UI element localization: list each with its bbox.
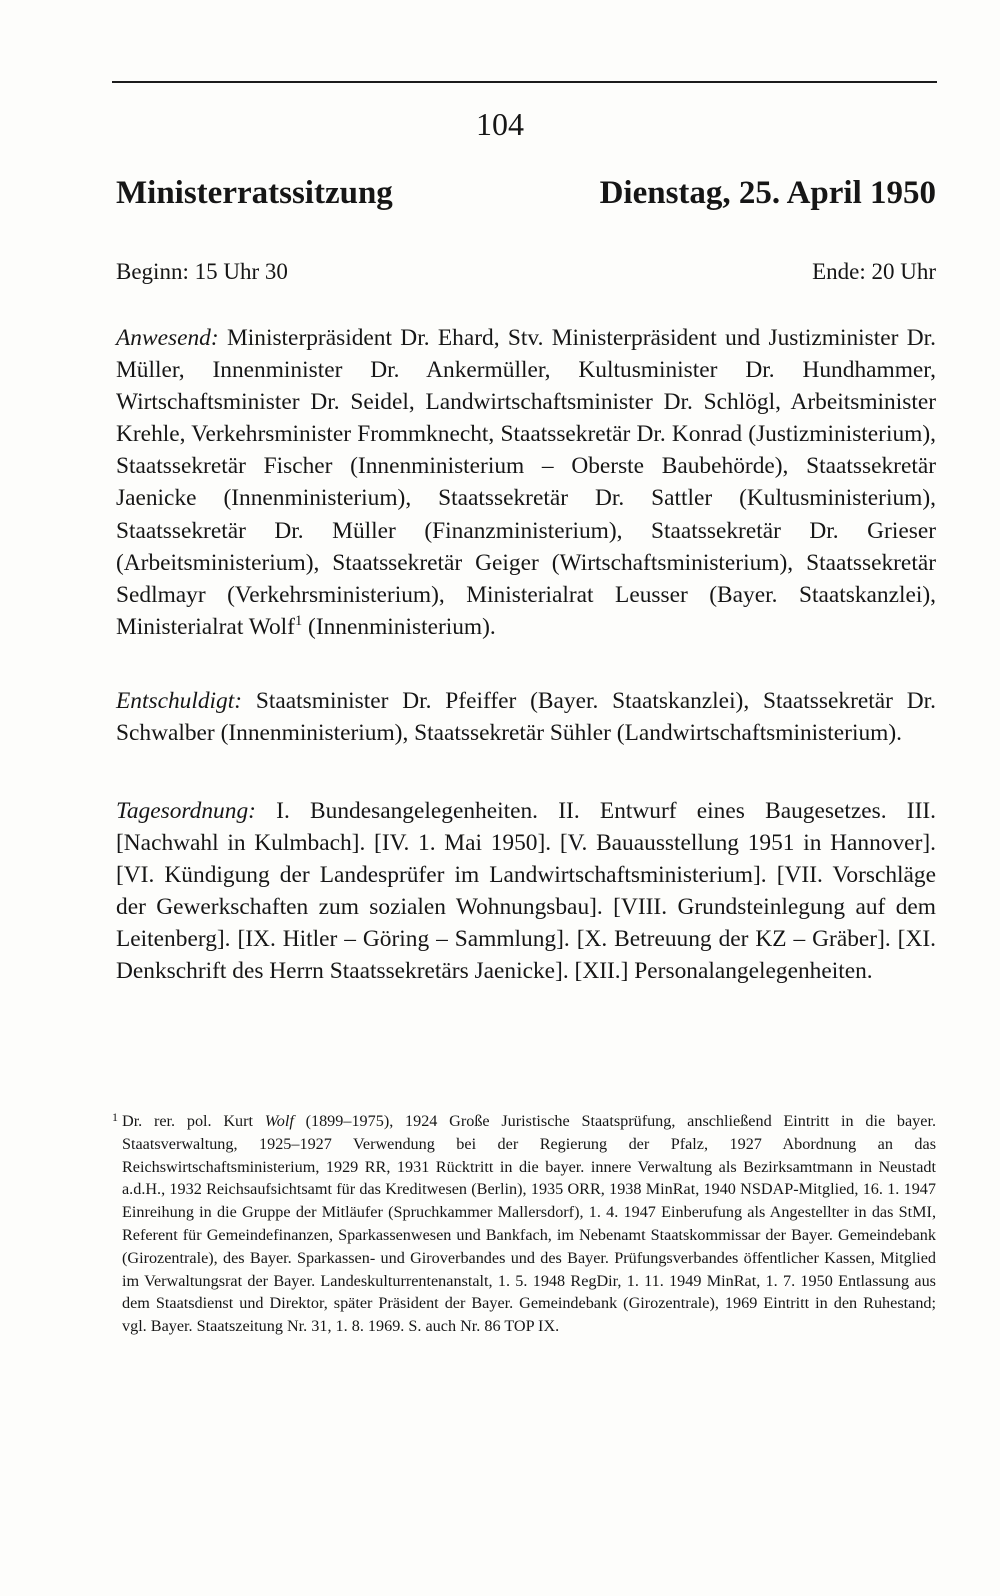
footnote-reference: 1 — [294, 613, 303, 630]
excused-label: Entschuldigt: — [116, 688, 243, 714]
attendees-text-end: (Innenministerium). — [302, 613, 496, 640]
end-time: Ende: 20 Uhr — [812, 259, 936, 284]
begin-time: Beginn: 15 Uhr 30 — [116, 259, 288, 284]
footnote-number: 1 — [112, 1110, 118, 1124]
excused-text: Staatsminister Dr. Pfeiffer (Bayer. Staatskanzlei), Staatssekretär Dr. Schwalber (Innenministerium), Staatssekretär Sühler (Landwirtschaftsministerium). — [116, 688, 936, 747]
footnote — [112, 1110, 936, 1338]
time-row — [116, 259, 936, 285]
attendees-text: Ministerpräsident Dr. Ehard, Stv. Ministerpräsident und Justizminister Dr. Müller, Innenminister Dr. Ankermüller, Kultusminister Dr. Hundhammer, Wirtschaftsminister Dr. Seidel, Landwirtschaftsminister Dr. Schlögl, Arbeitsminister Krehle, Verkehrsminister Frommknecht, Staatssekretär Dr. Konrad (Justizministerium), Staatssekretär Fischer (Innenministerium – Oberste Baubehörde), Staatssekretär Jaenicke (Innenministerium), Staatssekretär Dr. Sattler (Kultusministerium), Staatssekretär Dr. Müller (Finanzministerium), Staatssekretär Dr. Grieser (Arbeitsministerium), Staatssekretär Geiger (Wirtschaftsministerium), Staatssekretär Sedlmayr (Verkehrsministerium), Ministerialrat Leusser (Bayer. Staatskanzlei), Ministerialrat Wolf — [116, 325, 936, 640]
footnote-text: (1899–1975), 1924 Große Juristische Staatsprüfung, anschließend Eintritt in die bayer. Staatsverwaltung, 1925–1927 Verwendung bei der Regierung der Pfalz, 1927 Abordnung an das Reichswirtschaftsministerium, 1929 RR, 1931 Rücktritt in die bayer. innere Verwaltung als Bezirksamtmann in Neustadt a.d.H., 1932 Reichsaufsichtsamt für das Kreditwesen (Berlin), 1935 ORR, 1938 MinRat, 1940 NSDAP-Mitglied, 16. 1. 1947 Einreihung in die Gruppe der Mitläufer (Spruchkammer Mallersdorf), 1. 4. 1947 Einberufung als Angestellter in das StMI, Referent für Gemeindefinanzen, Sparkassenwesen und Bankfach, im Nebenamt Staatskommissar der Bayer. Gemeindebank (Girozentrale), des Bayer. Sparkassen- und Giroverbandes und des Bayer. Prüfungsverbandes öffentlicher Kassen, Mitglied im Verwaltungsrat der Bayer. Landeskulturrentenanstalt, 1. 5. 1948 RegDir, 1. 11. 1949 MinRat, 1. 7. 1950 Entlassung aus dem Staatsdienst und Direktor, später Präsident der Bayer. Gemeindebank (Girozentrale), 1969 Eintritt in den Ruhestand; vgl. Bayer. Staatszeitung Nr. 31, 1. 8. 1969. S. auch Nr. 86 TOP IX. — [122, 1112, 936, 1336]
agenda-paragraph — [116, 795, 936, 988]
footnote-lead: Dr. rer. pol. Kurt — [122, 1112, 265, 1130]
header-rule — [112, 81, 937, 83]
agenda-label: Tagesordnung: — [116, 798, 256, 824]
title-row — [116, 175, 936, 212]
attendees-label: Anwesend: — [116, 325, 219, 351]
excused-paragraph — [116, 685, 936, 749]
attendees-paragraph — [116, 322, 936, 643]
page-number: 104 — [476, 106, 524, 142]
footnote-name: Wolf — [264, 1112, 294, 1130]
agenda-text: I. Bundesangelegenheiten. II. Entwurf eines Baugesetzes. III. [Nachwahl in Kulmbach]. [IV. 1. Mai 1950]. [V. Bauausstellung 1951 in Hannover]. [VI. Kündigung der Landesprüfer im Landwirtschaftsministerium]. [VII. Vorschläge der Gewerkschaften zum sozialen Wohnungsbau]. [VIII. Grundsteinlegung auf dem Leitenberg]. [IX. Hitler – Göring – Sammlung]. [X. Betreuung der KZ – Gräber]. [XI. Denkschrift des Herrn Staatssekretärs Jaenicke]. [XII.] Personalangelegenheiten. — [116, 798, 936, 985]
meeting-title: Ministerratssitzung — [116, 175, 393, 211]
meeting-date: Dienstag, 25. April 1950 — [599, 175, 936, 211]
